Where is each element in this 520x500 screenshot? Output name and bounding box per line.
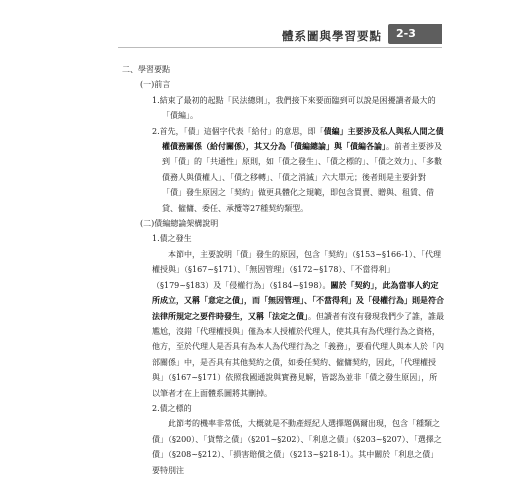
subsection-1-heading: 1.債之發生: [152, 234, 192, 244]
subsection-1-text-2: 。但讀者有沒有發現我們少了誰，誰最尷尬，沒錯「代理權授與」僅為本人授權於代理人，使其具有為代理行為之資格，他方，至於代理人是否具有為本人為代理行為之「義務」，要看代理人與本人於「內部關係」中，是否具有其他契約之債，如委任契約、僱傭契約，因此，「代理權授與」（§167~§171）依照我國通說與實務見解，皆認為並非「債之發生原因」，所以筆者才在上面體系圖將其刪掉。: [152, 311, 444, 398]
document-body: [122, 62, 444, 478]
preface-heading: (一)前言: [140, 80, 171, 90]
page-number-tab: 2-3: [388, 24, 442, 44]
section-heading: 二、學習要點: [122, 65, 170, 74]
preface-item-2-intro: 2.首先，「債」這個字代表「給付」的意思，即「: [152, 126, 324, 136]
subsection-2-heading: 2.債之標的: [152, 403, 192, 413]
subsection-2-body: 此節考的機率非常低，大概就是不動產經紀人選擇題偶爾出現，包含「種類之債」（§200）、「貨幣之債」（§201~§202）、「利息之債」（§203~§207）、「選擇之債」（§208~§212）、「損害賠償之債」（§213~§218-1）。其中關於「利息之債」要特別注: [152, 419, 442, 475]
header-divider: [118, 47, 442, 48]
preface-item-1: 1.結束了最初的起點「民法總則」，我們接下來要面臨到可以說是困擾讀者最大的「債編」。: [152, 95, 436, 121]
page-header-title: 體系圖與學習要點: [282, 29, 382, 43]
subsection-1-body: [122, 247, 444, 401]
subsection-1-text-1: 本節中，主要說明「債」發生的原因，包含「契約」（§153~§166-1）、「代理權授與」（§167~§171）、「無因管理」（§172~§178）、「不當得利」（§179~§183）及「侵權行為」（§184~§198）。: [152, 249, 442, 290]
subsection-1-emphasis: 關於「契約」，此為當事人約定所成立，又稱「意定之債」，而「無因管理」、「不當得利」及「侵權行為」則是符合法律所規定之要件時發生，又稱「法定之債」: [152, 279, 444, 321]
framework-heading: (二)債編總論架構說明: [140, 219, 219, 229]
preface-item-2-rest: 。前者主要涉及到「債」的「共通性」原則，如「債之發生」、「債之標的」、「債之效力」、「多數債務人與債權人」、「債之移轉」、「債之消滅」六大單元；後者則是主要針對「債」發生原因之「契約」做更具體化之規範，即包含買賣、贈與、租賃、借貸、僱傭、委任、承攬等27種契約類型。: [162, 142, 442, 213]
preface-item-2: [122, 124, 444, 216]
preface-item-2-emphasis: 債編」主要涉及私人與私人間之債權債務關係（給付關係），其又分為「債編總論」與「債編各論」: [162, 125, 444, 152]
